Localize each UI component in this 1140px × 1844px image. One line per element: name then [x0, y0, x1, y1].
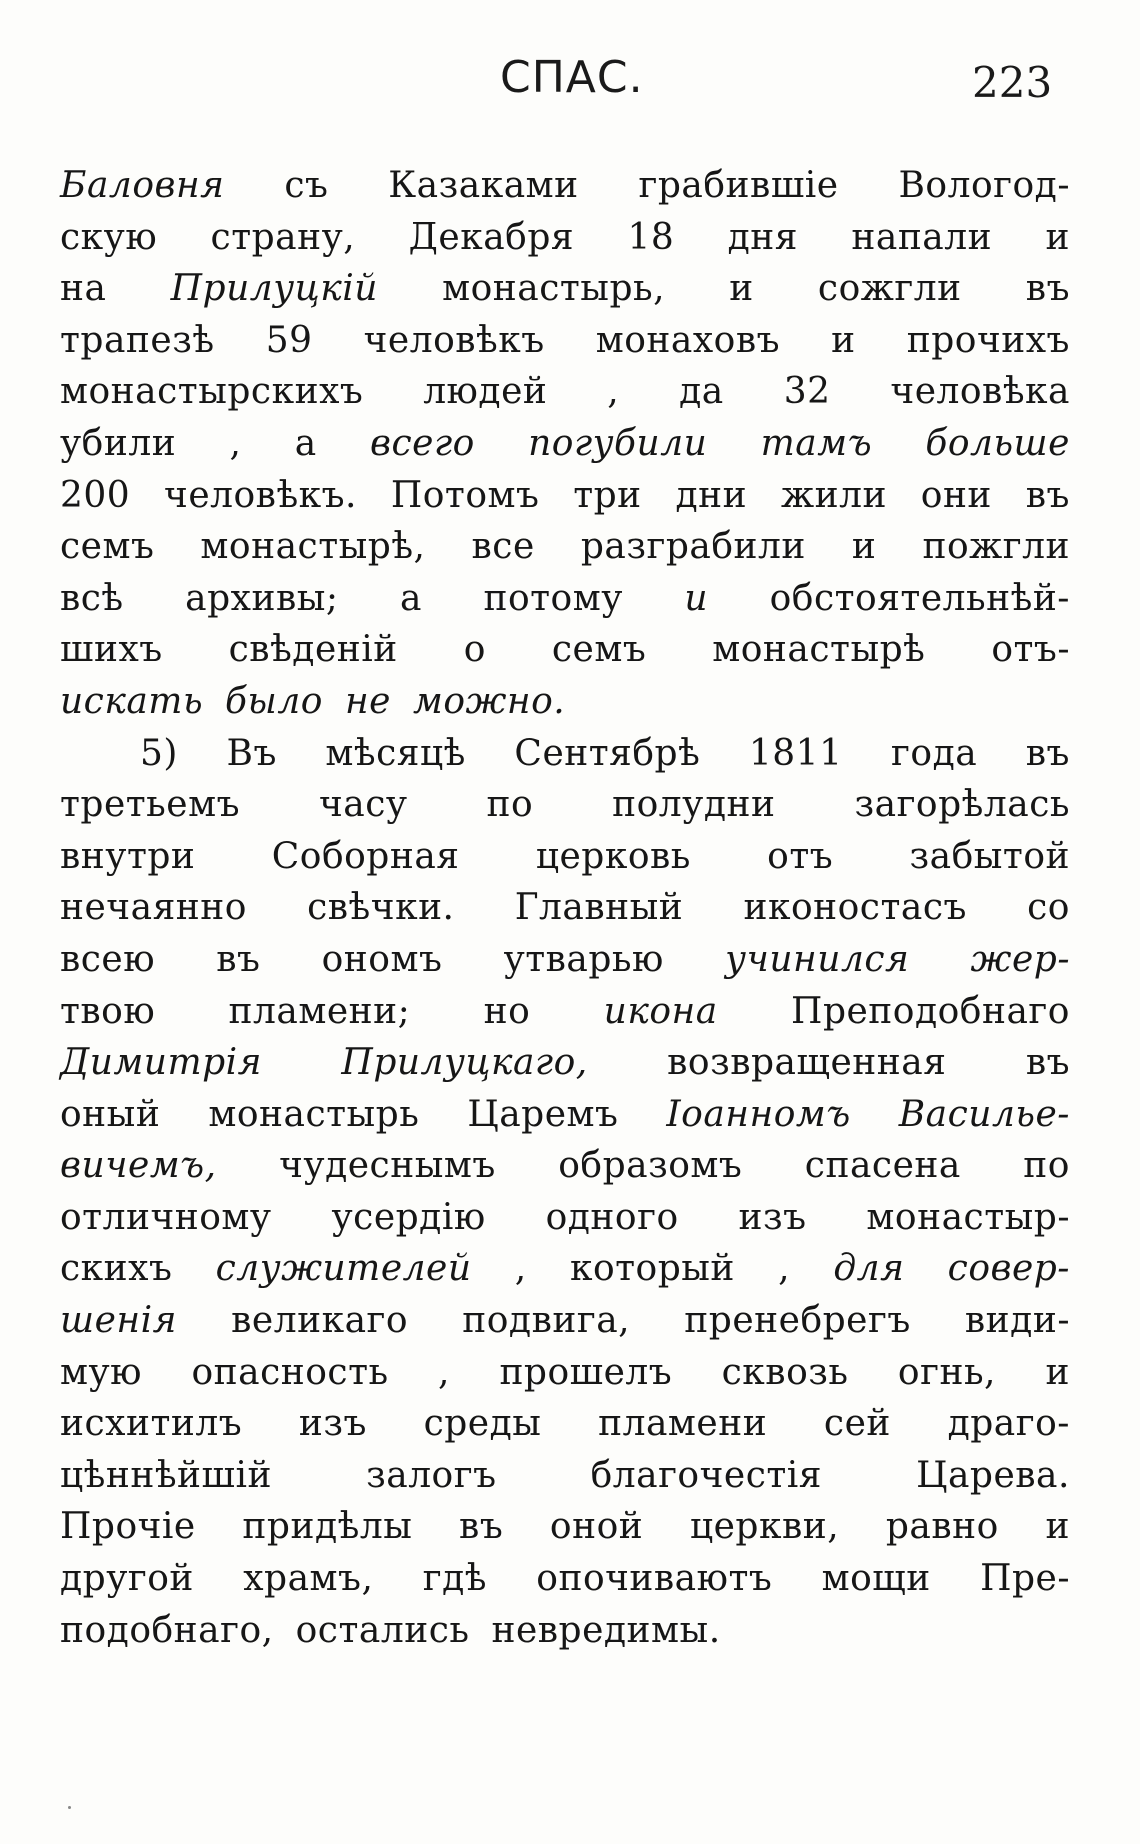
word: отъ-: [991, 629, 1070, 671]
word: возвращенная: [667, 1042, 947, 1084]
word: но: [483, 990, 531, 1032]
word: церковь: [535, 835, 691, 877]
word: человѣка: [890, 371, 1070, 413]
word: обстоятельнѣй-: [769, 577, 1070, 619]
word: а: [294, 422, 317, 464]
word: внутри: [60, 835, 196, 877]
word: людей: [423, 371, 548, 413]
word: пренебрегъ: [684, 1300, 911, 1342]
word: одного: [545, 1196, 679, 1238]
word: благочестія: [590, 1454, 823, 1496]
text-line: [60, 521, 1070, 573]
running-title: СПАС.: [500, 52, 644, 103]
word: монастырѣ,: [200, 526, 426, 568]
word: съ: [284, 165, 329, 206]
word: оный: [60, 1093, 161, 1135]
word: вичемъ,: [60, 1145, 217, 1187]
word: Царемъ: [467, 1093, 619, 1135]
word: мощи: [821, 1558, 931, 1600]
word: Сентябрѣ: [514, 732, 701, 774]
word: чудеснымъ: [279, 1145, 496, 1187]
word: для: [833, 1248, 905, 1290]
word: дня: [727, 216, 798, 258]
word: скую: [60, 216, 158, 258]
word: пожгли: [922, 526, 1070, 568]
word: спасена: [804, 1145, 961, 1187]
word: все: [471, 526, 535, 568]
word: Димитрія: [60, 1042, 263, 1084]
word: часу: [318, 784, 408, 826]
word: въ: [459, 1506, 504, 1548]
word: и: [729, 268, 754, 310]
word: Казаками: [388, 165, 579, 206]
text-line: [60, 1347, 1070, 1399]
text-line: [60, 1605, 1070, 1657]
word: монастырскихъ: [60, 371, 364, 413]
word: гдѣ: [422, 1558, 487, 1600]
word: монастыр-: [866, 1196, 1070, 1238]
text-line: [60, 1089, 1070, 1141]
word: дни: [675, 474, 748, 516]
body-text: [60, 160, 1070, 1656]
word: страну,: [210, 216, 356, 258]
word: въ: [1025, 1042, 1070, 1084]
word: загорѣлась: [854, 784, 1070, 826]
word: монастырь: [208, 1093, 420, 1135]
word: они: [920, 474, 992, 516]
word: ,: [514, 1248, 527, 1290]
word: совер-: [947, 1248, 1070, 1290]
text-line: [60, 1398, 1070, 1450]
text-line: [60, 366, 1070, 418]
word: ,: [229, 422, 242, 464]
word: полудни: [612, 784, 776, 826]
word: всего: [370, 422, 475, 464]
word: церкви,: [689, 1506, 840, 1548]
text-line: [60, 676, 1070, 728]
word: види-: [964, 1300, 1070, 1342]
word: жер-: [970, 938, 1070, 980]
word: твою: [60, 990, 156, 1032]
running-head: [0, 52, 1140, 122]
word: 32: [783, 371, 831, 413]
word: монастырѣ: [712, 629, 926, 671]
word: шенія: [60, 1300, 177, 1342]
word: Главный: [514, 887, 684, 929]
word: больше: [925, 422, 1070, 464]
word: мую: [60, 1351, 143, 1393]
word: напали: [851, 216, 993, 258]
word: семъ: [60, 526, 155, 568]
word: усердію: [331, 1196, 486, 1238]
word: пламени;: [228, 990, 411, 1032]
page-number: 223: [972, 58, 1053, 107]
word: Декабря: [408, 216, 575, 258]
word: свѣденій: [228, 629, 398, 671]
word: Потомъ: [390, 474, 540, 516]
word: залогъ: [366, 1454, 497, 1496]
word: отъ: [767, 835, 834, 877]
word: Пре-: [980, 1558, 1070, 1600]
word: служителей: [215, 1248, 472, 1290]
word: по: [1023, 1145, 1070, 1187]
word: Вологод-: [898, 165, 1070, 206]
text-line: [60, 1553, 1070, 1605]
word: ,: [607, 371, 620, 413]
word: человѣкъ.: [164, 474, 358, 516]
text-line: [60, 624, 1070, 676]
word: изъ: [738, 1196, 807, 1238]
word: нечаянно: [60, 887, 247, 929]
word: и: [684, 577, 709, 619]
word: монастырь,: [442, 268, 666, 310]
word: драго-: [947, 1403, 1070, 1445]
word: исхитилъ: [60, 1403, 243, 1445]
word: ономъ: [321, 938, 443, 980]
word: сквозь: [721, 1351, 849, 1393]
text-line: [60, 212, 1070, 264]
word: Прочіе: [60, 1506, 196, 1548]
text-line: [60, 1192, 1070, 1244]
word: о: [463, 629, 486, 671]
word: можно.: [412, 680, 566, 722]
word: свѣчки.: [307, 887, 455, 929]
word: тамъ: [760, 422, 873, 464]
paper-speck: [68, 1806, 71, 1809]
word: Соборная: [271, 835, 460, 877]
word: и: [1045, 216, 1070, 258]
word: въ: [1025, 268, 1070, 310]
word: подвига,: [462, 1300, 631, 1342]
word: Царева.: [916, 1454, 1070, 1496]
word: въ: [1025, 732, 1070, 774]
word: было: [225, 680, 323, 722]
word: остались: [295, 1609, 470, 1651]
word: скихъ: [60, 1248, 173, 1290]
word: оной: [549, 1506, 644, 1548]
word: и: [851, 526, 877, 568]
word: пламени: [598, 1403, 768, 1445]
word: потому: [483, 577, 623, 619]
word: семъ: [551, 629, 647, 671]
word: всѣ: [60, 577, 124, 619]
word: убили: [60, 422, 177, 464]
word: ,: [778, 1248, 791, 1290]
word: опочиваютъ: [536, 1558, 773, 1600]
word: среды: [423, 1403, 542, 1445]
word: прошелъ: [499, 1351, 673, 1393]
word: огнь,: [897, 1351, 996, 1393]
word: третьемъ: [60, 784, 240, 826]
word: храмъ,: [243, 1558, 374, 1600]
text-line: [60, 315, 1070, 367]
text-line: [60, 1501, 1070, 1553]
word: Прилуцкій: [170, 268, 378, 310]
word: учинился: [725, 938, 910, 980]
word: и: [1045, 1351, 1070, 1393]
word: 18: [627, 216, 675, 258]
word: сожгли: [817, 268, 962, 310]
text-line: [60, 779, 1070, 831]
word: трапезѣ: [60, 319, 215, 361]
word: цѣннѣйшій: [60, 1454, 273, 1496]
word: 200: [60, 474, 131, 516]
word: отличному: [60, 1196, 272, 1238]
word: не: [344, 680, 391, 722]
word: сей: [823, 1403, 891, 1445]
word: да: [679, 371, 724, 413]
word: погубили: [528, 422, 708, 464]
word: 59: [265, 319, 313, 361]
word: равно: [885, 1506, 999, 1548]
word: монаховъ: [595, 319, 781, 361]
word: придѣлы: [242, 1506, 413, 1548]
text-line: [60, 831, 1070, 883]
text-line: [60, 1140, 1070, 1192]
text-line: [60, 1243, 1070, 1295]
text-line: [60, 934, 1070, 986]
word: мѣсяцѣ: [325, 732, 466, 774]
word: прочихъ: [906, 319, 1070, 361]
word: въ: [1025, 474, 1070, 516]
word: и: [1045, 1506, 1070, 1548]
text-line: [60, 986, 1070, 1038]
word: Баловня: [60, 165, 225, 206]
text-line: [60, 1450, 1070, 1502]
word: со: [1027, 887, 1070, 929]
word: 5): [140, 732, 178, 774]
text-line: [60, 882, 1070, 934]
word: образомъ: [558, 1145, 743, 1187]
word: въ: [216, 938, 261, 980]
word: а: [400, 577, 422, 619]
text-line: [60, 573, 1070, 625]
word: три: [573, 474, 642, 516]
word: Въ: [226, 732, 277, 774]
word: другой: [60, 1558, 194, 1600]
word: искать: [60, 680, 204, 722]
word: который: [569, 1248, 735, 1290]
word: икона: [603, 990, 718, 1032]
word: и: [831, 319, 856, 361]
word: Преподобнаго: [791, 990, 1070, 1032]
word: забытой: [909, 835, 1070, 877]
text-line: [60, 470, 1070, 522]
word: утварью: [503, 938, 664, 980]
word: 1811: [748, 732, 843, 774]
word: опасность: [191, 1351, 389, 1393]
text-line: [60, 263, 1070, 315]
text-line: [60, 1295, 1070, 1347]
word: иконостасъ: [743, 887, 967, 929]
word: года: [891, 732, 978, 774]
word: разграбили: [580, 526, 806, 568]
word: великаго: [231, 1300, 409, 1342]
word: жили: [780, 474, 887, 516]
word: изъ: [298, 1403, 367, 1445]
word: грабившіе: [638, 165, 839, 206]
word: человѣкъ: [363, 319, 545, 361]
word: Прилуцкаго,: [341, 1042, 588, 1084]
text-line: [60, 160, 1070, 212]
word: архивы;: [185, 577, 339, 619]
word: Василье-: [898, 1093, 1070, 1135]
word: подобнаго,: [60, 1609, 274, 1651]
word: шихъ: [60, 629, 163, 671]
word: невредимы.: [491, 1609, 721, 1651]
word: по: [486, 784, 534, 826]
text-line: [60, 1037, 1070, 1089]
word: на: [60, 268, 107, 310]
text-line: [60, 418, 1070, 470]
word: Іоанномъ: [666, 1093, 851, 1135]
text-line: [60, 728, 1070, 780]
word: всею: [60, 938, 156, 980]
word: ,: [438, 1351, 450, 1393]
